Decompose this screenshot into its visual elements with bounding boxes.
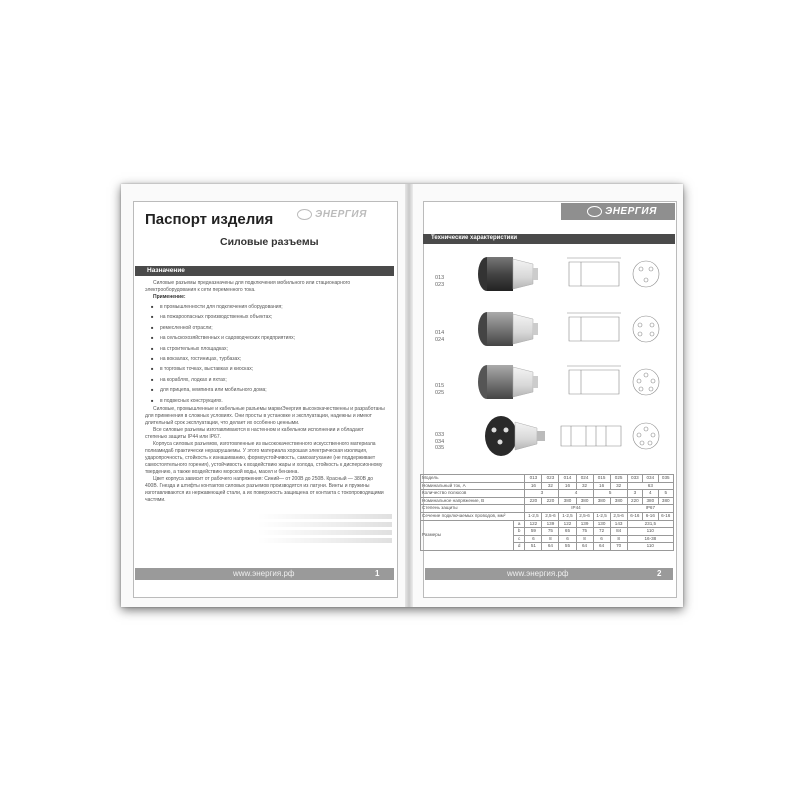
usage-list-item: ■ в промышленности для подключения оборудования; [151, 302, 387, 312]
model-code-label [435, 275, 444, 288]
model-code: 033 [435, 432, 445, 438]
table-cell: 6-16 [643, 512, 658, 520]
table-cell: 139 [542, 520, 559, 528]
table-cell: 16 [559, 482, 576, 490]
table-cell: 380 [658, 497, 674, 505]
model-code-label [435, 432, 444, 452]
table-cell: 380 [576, 497, 593, 505]
table-header-cell: 014 [559, 475, 576, 483]
table-header-row [421, 475, 674, 483]
plug-013-023-image [478, 257, 538, 291]
table-header-cell: 033 [627, 475, 642, 483]
plug-014-024-image [478, 312, 538, 346]
table-cell: 5 [658, 490, 674, 498]
table-row [421, 497, 674, 505]
table-cell: 70 [610, 543, 627, 551]
table-cell: 380 [559, 497, 576, 505]
table-cell: 380 [643, 497, 658, 505]
logo-mark-icon [587, 206, 602, 217]
table-cell: 122 [559, 520, 576, 528]
table-cell: 6 [525, 535, 542, 543]
plug-015-025-drawing [567, 366, 659, 395]
plug-033-035-drawing [561, 423, 659, 449]
row-label: Номинальный ток, А [421, 482, 525, 490]
table-header-cell: 023 [542, 475, 559, 483]
table-cell: 8 [576, 535, 593, 543]
table-row [421, 490, 674, 498]
table-cell: 2,5-6 [542, 512, 559, 520]
booklet-spine [405, 184, 413, 607]
table-cell: 220 [542, 497, 559, 505]
table-cell: 220 [525, 497, 542, 505]
page-title: Паспорт изделия [145, 211, 274, 228]
model-code: 023 [435, 281, 445, 288]
table-header-cell: 013 [525, 475, 542, 483]
footer-url: www.энергия.рф [233, 569, 295, 578]
row-label: Сечение подключаемых проводов, мм² [421, 512, 525, 520]
table-cell: 231,5 [627, 520, 673, 528]
table-cell: 75 [542, 528, 559, 536]
table-cell: 143 [610, 520, 627, 528]
model-code: 013 [435, 275, 445, 281]
table-cell: 84 [610, 528, 627, 536]
dimension-key: d [514, 543, 525, 551]
usage-heading: Применение: [153, 294, 186, 300]
table-cell: 1-2,5 [525, 512, 542, 520]
table-cell: 64 [542, 543, 559, 551]
section-header [135, 266, 394, 276]
model-code: 024 [435, 336, 445, 343]
table-cell: 2,5-6 [610, 512, 627, 520]
section-header [423, 234, 675, 244]
energia-logo [587, 204, 657, 218]
row-label: Степень защиты [421, 505, 525, 513]
logo-text: ЭНЕРГИЯ [605, 205, 657, 217]
body-paragraph: Корпуса силовых разъемов, изготовленные из высококачественного искусственного материала полиамида6 практически неразрушаемы. У этого материала хорошая электрическая изоляция, ударопрочность, стойкость к изнашиванию, формоустойчивость, самозатухание (не поддерживает самостоятельного горения), устойчивость к воздействию жары и холода, стойкость к дисперсионному твердению, а также воздействию морской воды, масел и бензина. [145, 440, 383, 475]
table-cell: 380 [593, 497, 610, 505]
table-cell: 3 [627, 490, 642, 498]
decorative-stripes [257, 514, 392, 550]
model-code: 015 [435, 383, 445, 389]
table-cell: 139 [576, 520, 593, 528]
row-label: Номинальное напряжение, В [421, 497, 525, 505]
header-logo-bar [561, 203, 675, 220]
model-code: 025 [435, 389, 445, 396]
table-cell: 16-38 [627, 535, 673, 543]
table-cell: 6 [593, 535, 610, 543]
table-cell: 2,5-6 [576, 512, 593, 520]
dimension-key: b [514, 528, 525, 536]
page-left [121, 184, 405, 607]
table-row [421, 512, 674, 520]
usage-list-item: ■ на вокзалах, гостиницах, турбазах; [151, 354, 387, 364]
table-cell: 75 [576, 528, 593, 536]
page-subtitle: Силовые разъемы [220, 236, 319, 248]
table-cell: 32 [576, 482, 593, 490]
table-cell: 1-2,5 [559, 512, 576, 520]
table-cell: 16 [593, 482, 610, 490]
plug-illustrations [471, 254, 671, 479]
model-code: 035 [435, 445, 445, 451]
table-header-cell: 024 [576, 475, 593, 483]
plug-013-023-drawing [567, 258, 659, 287]
usage-list-item: ■ на кораблях, лодках и яхтах; [151, 375, 387, 385]
table-cell: 122 [525, 520, 542, 528]
plug-014-024-drawing [567, 313, 659, 342]
footer-bar [135, 568, 394, 580]
table-cell: 220 [627, 497, 642, 505]
table-cell: 59 [525, 528, 542, 536]
usage-list-item: ■ ремесленной отрасли; [151, 323, 387, 333]
table-header-cell: Модель [421, 475, 525, 483]
table-cell: IP67 [627, 505, 673, 513]
row-label: Количество полюсов [421, 490, 525, 498]
page-number: 1 [375, 569, 380, 578]
body-text [145, 280, 387, 504]
logo-text: ЭНЕРГИЯ [315, 208, 367, 220]
table-cell: 110 [627, 543, 673, 551]
table-cell: 6 [559, 535, 576, 543]
table-header-cell: 035 [658, 475, 674, 483]
usage-list-item: ■ на пожароопасных производственных объектах; [151, 312, 387, 322]
table-cell: 65 [559, 528, 576, 536]
plug-015-025-image [478, 365, 538, 399]
usage-list [151, 302, 387, 406]
model-code: 034 [435, 438, 445, 445]
model-code-label [435, 330, 444, 343]
logo-mark-icon [297, 209, 312, 220]
usage-list-item: ■ для прицепа, кемпинга или мобильного дома; [151, 385, 387, 395]
row-label: Размеры [421, 520, 514, 550]
table-cell: 4 [559, 490, 593, 498]
table-row [421, 482, 674, 490]
table-cell: 55 [559, 543, 576, 551]
table-cell: 63 [627, 482, 673, 490]
table-header-cell: 015 [593, 475, 610, 483]
model-code: 014 [435, 330, 445, 336]
body-paragraph: Силовые, промышленные и кабельные разъемы маркиЭнергия высококачественны и разработаны для применения в сложных условиях. Они просты в установке и эксплуатации, надежны и имеют длительный срок эксплуатации, что делает их особенно ценными. [145, 405, 385, 426]
footer-url: www.энергия.рф [507, 569, 569, 578]
table-cell: 32 [610, 482, 627, 490]
table-header-cell: 034 [643, 475, 658, 483]
model-code-label [435, 383, 444, 396]
intro-paragraph: Силовые разъемы предназначены для подключения мобильного или стационарного электрооборудования к сети переменного тока. [145, 280, 351, 293]
table-cell: IP44 [525, 505, 627, 513]
body-paragraphs [145, 406, 387, 504]
table-cell: 51 [525, 543, 542, 551]
table-cell: 5 [593, 490, 627, 498]
usage-list-item: ■ на сельскохозяйственных и садоводческих предприятиях; [151, 333, 387, 343]
table-cell: 1-2,5 [593, 512, 610, 520]
table-cell: 3 [525, 490, 559, 498]
section-header-label: Технические характеристики [431, 235, 518, 241]
table-cell: 6-16 [627, 512, 642, 520]
table-cell: 32 [542, 482, 559, 490]
table-cell: 380 [610, 497, 627, 505]
table-header-cell: 025 [610, 475, 627, 483]
section-header-label: Назначение [147, 267, 185, 274]
booklet [121, 184, 683, 607]
body-paragraph: Все силовые разъемы изготавливаются в настенном и кабельном исполнении и обладают степенью защиты IP44 или IP67. [145, 426, 364, 440]
usage-list-item: ■ на строительных площадках; [151, 344, 387, 354]
table-cell: 72 [593, 528, 610, 536]
table-cell: 110 [627, 528, 673, 536]
table-cell: 130 [593, 520, 610, 528]
energia-logo [297, 207, 367, 221]
spec-table [420, 474, 674, 551]
table-row [421, 505, 674, 513]
table-cell: 64 [593, 543, 610, 551]
table-cell: 6-16 [658, 512, 674, 520]
table-cell: 64 [576, 543, 593, 551]
plug-033-035-image [485, 416, 545, 456]
dimension-key: a [514, 520, 525, 528]
table-row [421, 520, 674, 528]
body-paragraph: Цвет корпуса зависит от рабочего напряжения: Синий— от 200В до 250В. Красный — 380В до 400В. Гнезда и штифты контактов силовых разъемов производятся из латуни. Винты и пружины изготавливаются из нержавеющей стали, а их поверхность защищена от контакта с токопроводящими частями. [145, 475, 384, 503]
dimension-key: c [514, 535, 525, 543]
footer-bar [425, 568, 673, 580]
usage-list-item: ■ в подвесных конструкциях. [151, 396, 387, 406]
usage-list-item: ■ в торговых точках, выставках и киосках; [151, 364, 387, 374]
page-number: 2 [657, 569, 662, 578]
table-cell: 8 [542, 535, 559, 543]
table-cell: 8 [610, 535, 627, 543]
table-cell: 4 [643, 490, 658, 498]
table-cell: 16 [525, 482, 542, 490]
